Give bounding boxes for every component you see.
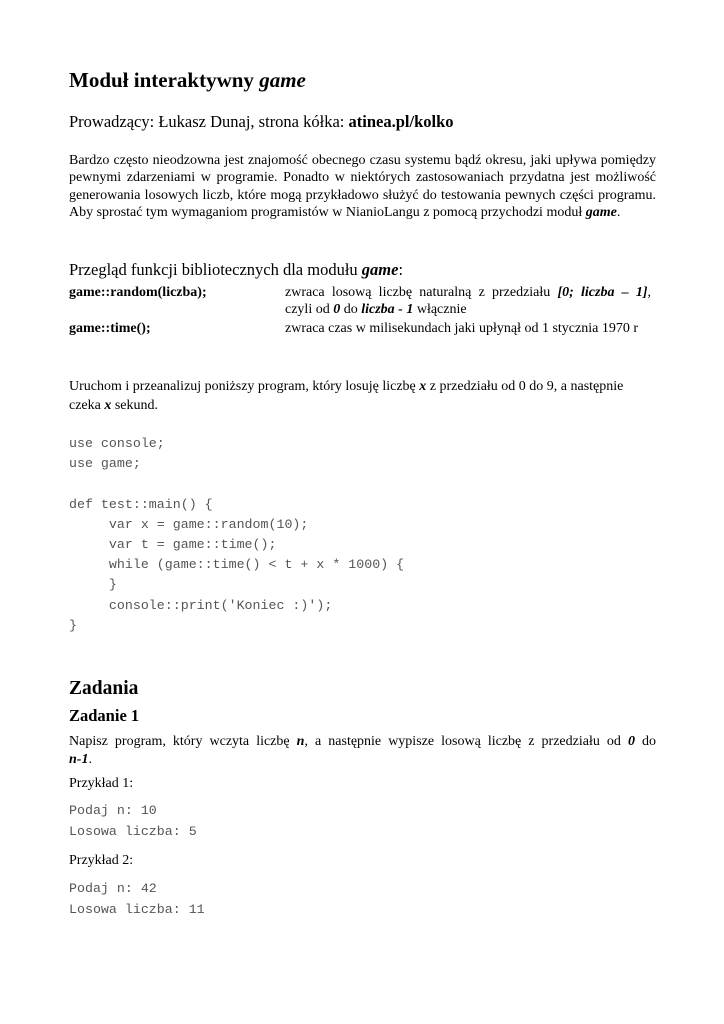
function-description [285,284,656,319]
function-description: zwraca czas w milisekundach jaki upłynął od 1 stycznia 1970 r [285,321,638,336]
desc-zero: 0 [333,302,341,318]
instructor-text: Prowadzący: Łukasz Dunaj, strona kółka: [69,112,349,131]
code-line: def test::main() { [69,496,213,512]
example-2-output [69,878,205,920]
page-title [69,68,306,93]
run-instruction [69,378,656,415]
example-line: Podaj n: 10 [69,803,157,818]
desc-text: zwraca losową liczbę naturalną z przedziału [285,285,558,300]
task-period: . [88,752,92,767]
code-listing [69,434,404,636]
example-1-output [69,800,197,842]
overview-heading-text: Przegląd funkcji bibliotecznych dla modułu [69,260,362,279]
overview-heading [69,260,403,280]
code-line: var t = game::time(); [69,537,277,553]
run-text: z przedziału od 0 do 9, a następnie czeka [69,379,624,413]
desc-text: czyli od [285,302,334,318]
example-2-label: Przykład 2: [69,853,134,868]
intro-end: . [616,204,621,220]
title-module-name: game [259,68,306,92]
code-line: } [69,577,117,593]
code-line [69,474,404,494]
instructor-line [69,112,454,132]
var-n: n [296,734,305,749]
desc-text: do [340,302,362,318]
function-row-random [69,284,656,320]
task-text: do [634,734,657,749]
var-x: x [104,397,112,413]
desc-text: włącznie [413,302,467,318]
example-1-label: Przykład 1: [69,776,134,791]
example-line: Podaj n: 42 [69,881,157,896]
example-line: Losowa liczba: 5 [69,824,197,839]
task-1-heading: Zadanie 1 [69,706,140,725]
run-text: Uruchom i przeanalizuj poniższy program, który losuję liczbę [69,379,420,394]
code-line: console::print('Koniec :)'); [69,597,333,613]
function-name: game::time(); [69,321,151,336]
desc-comma: , [647,285,651,300]
example-line: Losowa liczba: 11 [69,902,205,917]
intro-paragraph [69,152,656,221]
function-row-time [69,320,656,338]
title-text: Moduł interaktywny [69,68,260,92]
run-text: sekund. [111,397,159,413]
tasks-heading: Zadania [69,678,139,699]
code-line: while (game::time() < t + x * 1000) { [69,557,405,573]
desc-range: [0; liczba – 1] [557,285,648,300]
overview-module-name: game [361,260,399,279]
task-upper: n-1 [69,752,89,767]
code-line: use game; [69,456,141,472]
var-x: x [419,379,427,394]
function-name: game::random(liczba); [69,285,207,300]
task-1-description [69,733,656,769]
overview-colon: : [398,260,404,279]
task-text: , a następnie wypisze losową liczbę z przedziału od [304,734,628,749]
intro-module-name: game [585,204,617,220]
code-line: use console; [69,436,165,451]
code-line: var x = game::random(10); [69,516,309,532]
desc-upper: liczba - 1 [361,302,414,318]
task-zero: 0 [627,734,635,749]
intro-text: Bardzo często nieodzowna jest znajomość obecnego czasu systemu bądź okresu, jaki upływa pomiędzy pewnymi zdarzeniami w programie. Ponadto w niektórych zastosowaniach przydatna jest możliwość generowania losowych liczb, które mogą przykładowo służyć do testowania pewnych części programu. Aby sprostać tym wymaganiom programistów w NianioLangu z pomocą przychodzi moduł [69,153,656,220]
club-website-link[interactable]: atinea.pl/kolko [348,112,454,131]
code-line: } [69,617,77,633]
task-text: Napisz program, który wczyta liczbę [69,734,297,749]
